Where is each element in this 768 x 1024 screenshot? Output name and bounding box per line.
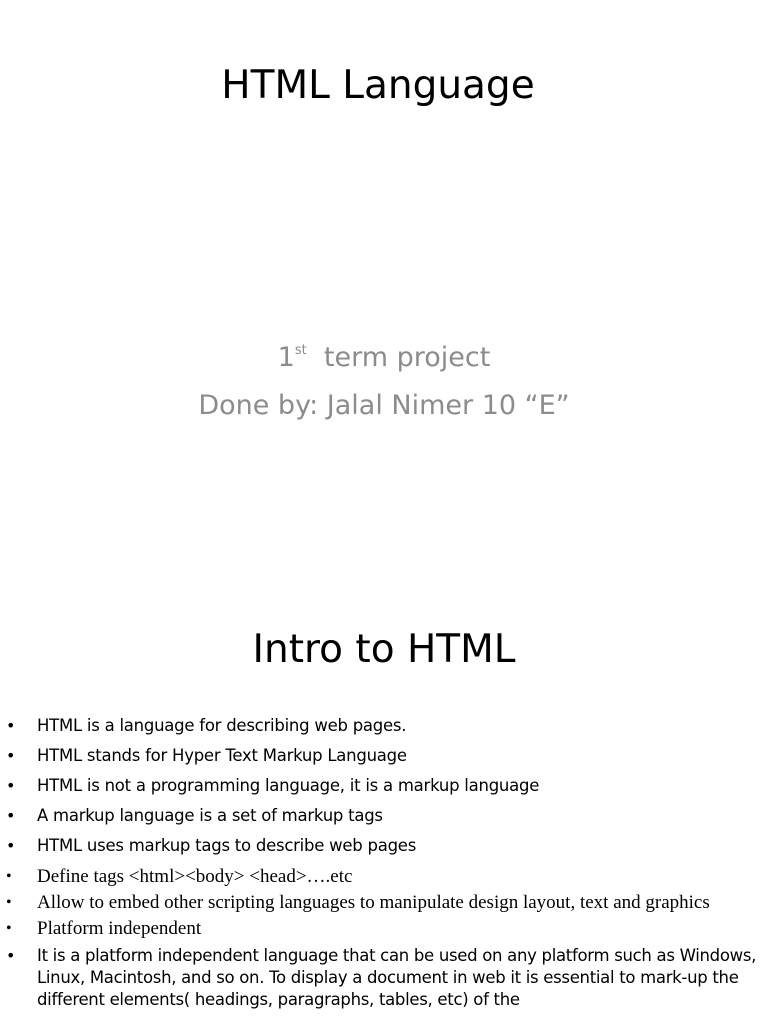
list-item [0, 893, 768, 913]
list-item-text: HTML is not a programming language, it is a markup language [37, 776, 540, 795]
list-item-text: Allow to embed other scripting languages to manipulate design layout, text and graphics [37, 892, 710, 913]
subtitle-term-line [0, 334, 768, 382]
slide-heading: Intro to HTML [252, 627, 516, 672]
list-item-text: HTML is a language for describing web pages. [37, 716, 407, 735]
list-item [0, 716, 768, 736]
list-item-text: HTML uses markup tags to describe web pages [37, 836, 417, 855]
list-item [0, 746, 768, 766]
list-item-text: A markup language is a set of markup tags [37, 806, 383, 825]
bullet-icon: • [6, 920, 12, 937]
bullet-icon: • [6, 836, 16, 855]
bullet-icon: • [6, 868, 12, 885]
list-item [0, 945, 768, 1011]
bullet-icon: • [6, 946, 16, 965]
term-ordinal-suffix: st [294, 343, 307, 358]
subtitle-author-line: Done by: Jalal Nimer 10 “E” [198, 390, 570, 421]
term-label: term project [306, 342, 491, 373]
list-item-text: It is a platform independent language that can be used on any platform such as Windows, Linux, Macintosh, and so on. To display a document in web it is essential to mark-up the different elements( headings, paragraphs, tables, etc) of the [37, 946, 757, 1009]
presentation-subtitle [0, 334, 768, 430]
list-item-text: Define tags <html><body> <head>….etc [37, 866, 353, 887]
bullet-icon: • [6, 776, 16, 795]
bullet-icon: • [6, 746, 16, 765]
list-item [0, 776, 768, 796]
bullet-icon: • [6, 806, 16, 825]
list-item [0, 866, 768, 888]
list-item [0, 836, 768, 856]
term-number: 1 [277, 342, 295, 373]
list-item [0, 918, 768, 940]
list-item-text: Platform independent [37, 918, 202, 939]
slide-intro [0, 576, 768, 1024]
bullet-list [0, 716, 768, 1015]
presentation-title: HTML Language [221, 63, 535, 108]
bullet-icon: • [6, 716, 16, 735]
list-item [0, 806, 768, 826]
bullet-icon: • [6, 894, 12, 911]
list-item-text: HTML stands for Hyper Text Markup Language [37, 746, 407, 765]
